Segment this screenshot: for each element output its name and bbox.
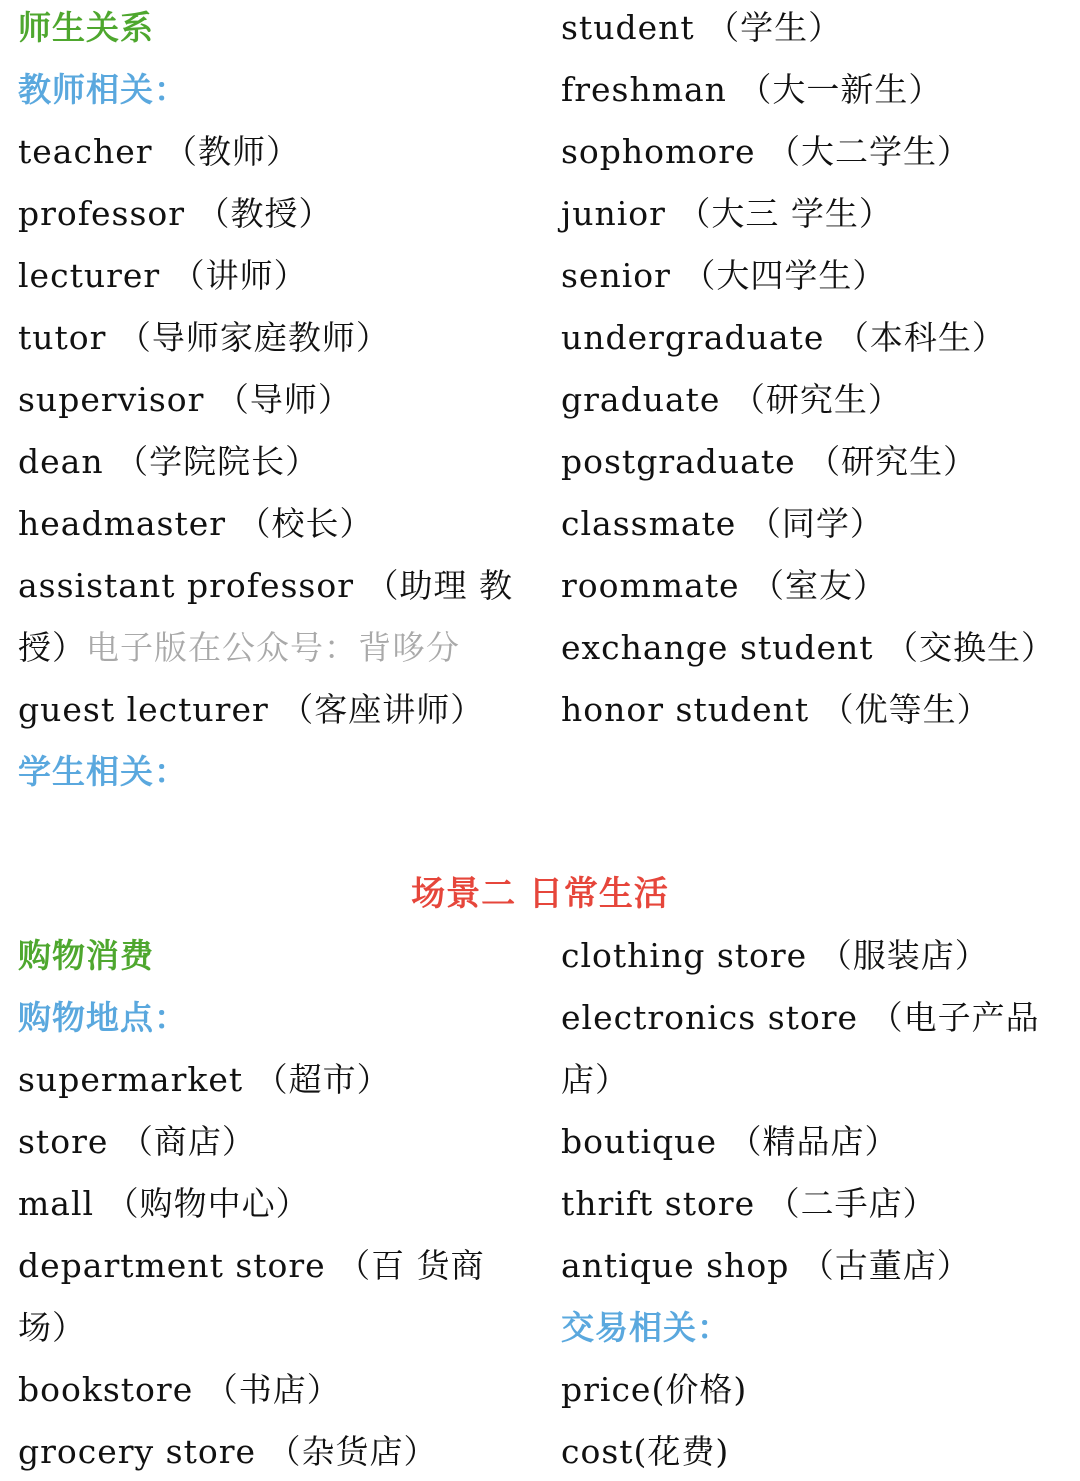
vocab-item: roommate （室友）: [561, 566, 888, 605]
vocab-item: guest lecturer （客座讲师）: [18, 690, 485, 729]
vocab-item-electronics-store: electronics store （电子产品: [561, 998, 1040, 1037]
vocab-item: postgraduate （研究生）: [561, 442, 978, 481]
vocab-item: junior （大三 学生）: [561, 194, 893, 233]
vocab-item-department-store: department store （百 货商: [18, 1246, 485, 1285]
assistant-professor-end: 授）: [18, 628, 86, 667]
vocab-item-assistant-professor-continued: [18, 620, 528, 676]
vocab-item: store （商店）: [18, 1122, 256, 1161]
vocab-item: professor （教授）: [18, 194, 333, 233]
vocab-item: exchange student （交换生）: [561, 628, 1056, 667]
vocab-item: freshman （大一新生）: [561, 70, 943, 109]
vocab-item: cost(花费): [561, 1432, 730, 1471]
vocab-item: teacher （教师）: [18, 132, 300, 171]
vocab-item: tutor （导师家庭教师）: [18, 318, 390, 357]
vocab-item: sophomore （大二学生）: [561, 132, 972, 171]
vocab-item: price(价格): [561, 1370, 748, 1409]
vocab-item: boutique （精品店）: [561, 1122, 899, 1161]
vocab-item: undergraduate （本科生）: [561, 318, 1006, 357]
subheading-trade-related: 交易相关：: [561, 1308, 731, 1347]
vocab-item: student （学生）: [561, 8, 843, 47]
vocab-item-department-store-continued: 场）: [18, 1308, 86, 1347]
section-heading-shopping: 购物消费: [18, 936, 154, 975]
vocab-item: dean （学院院长）: [18, 442, 320, 481]
vocab-item: clothing store （服装店）: [561, 936, 989, 975]
vocab-item: lecturer （讲师）: [18, 256, 308, 295]
vocab-item-electronics-store-continued: 店）: [561, 1060, 629, 1099]
vocab-item-assistant-professor: assistant professor （助理 教: [18, 566, 513, 605]
vocab-item: classmate （同学）: [561, 504, 884, 543]
vocab-item: honor student （优等生）: [561, 690, 991, 729]
subheading-teacher-related: 教师相关：: [18, 70, 188, 109]
vocab-item: headmaster （校长）: [18, 504, 374, 543]
vocab-item: senior （大四学生）: [561, 256, 887, 295]
vocab-item: graduate （研究生）: [561, 380, 902, 419]
vocab-item: supermarket （超市）: [18, 1060, 391, 1099]
vocab-item: antique shop （古董店）: [561, 1246, 971, 1285]
subheading-student-related: 学生相关：: [18, 752, 188, 791]
vocab-item: supervisor （导师）: [18, 380, 352, 419]
section-heading-teacher-student: 师生关系: [18, 8, 154, 47]
subheading-shopping-places: 购物地点：: [18, 998, 188, 1037]
watermark-text: 电子版在公众号：背哆分: [86, 628, 460, 667]
vocab-item: bookstore （书店）: [18, 1370, 341, 1409]
vocab-item: grocery store （杂货店）: [18, 1432, 438, 1471]
vocab-item: thrift store （二手店）: [561, 1184, 937, 1223]
scene-title: 场景二 日常生活: [411, 874, 669, 914]
vocab-item: mall （购物中心）: [18, 1184, 310, 1223]
